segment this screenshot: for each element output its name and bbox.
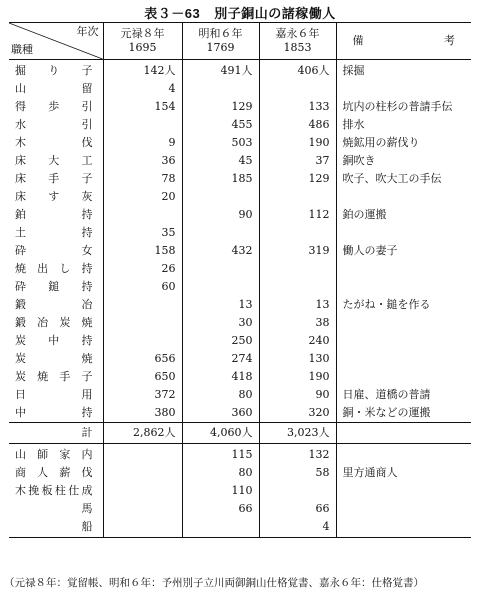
table-row bbox=[9, 404, 471, 423]
workers-table bbox=[9, 22, 471, 538]
count-1853-cell: 38 bbox=[259, 314, 336, 332]
table-number: 表３－63 bbox=[144, 6, 201, 21]
count-1769-cell: 503 bbox=[182, 134, 259, 152]
job-cell: 炭中持 bbox=[15, 334, 93, 347]
table-row bbox=[9, 116, 471, 134]
table-row bbox=[9, 224, 471, 242]
count-1853-cell: 13 bbox=[259, 296, 336, 314]
count-1853-cell: 486 bbox=[259, 116, 336, 134]
note-cell bbox=[336, 423, 471, 444]
count-1769-cell bbox=[182, 188, 259, 206]
count-1853-cell: 112 bbox=[259, 206, 336, 224]
job-cell: 水引 bbox=[15, 118, 93, 131]
count-1695-cell: 78 bbox=[103, 170, 182, 188]
count-1769-cell: 80 bbox=[182, 386, 259, 404]
table-row bbox=[9, 500, 471, 518]
count-1853-cell: 406人 bbox=[259, 60, 336, 81]
count-1695-cell: 656 bbox=[103, 350, 182, 368]
header-row bbox=[9, 23, 471, 60]
count-1853-cell: 240 bbox=[259, 332, 336, 350]
job-cell: 砕女 bbox=[15, 244, 93, 257]
table-row bbox=[9, 278, 471, 296]
column-header-1769: 明和６年 1769 bbox=[182, 23, 259, 60]
count-1695-cell: 26 bbox=[103, 260, 182, 278]
job-cell: 床大工 bbox=[15, 154, 93, 167]
job-cell: 床手子 bbox=[15, 172, 93, 185]
count-1853-cell: 129 bbox=[259, 170, 336, 188]
count-1769-cell bbox=[182, 278, 259, 296]
count-1695-cell bbox=[103, 332, 182, 350]
count-1853-cell bbox=[259, 482, 336, 500]
count-1853-cell: 3,023人 bbox=[259, 423, 336, 444]
table-row bbox=[9, 80, 471, 98]
count-1695-cell bbox=[103, 518, 182, 538]
count-1769-cell: 250 bbox=[182, 332, 259, 350]
count-1695-cell: 154 bbox=[103, 98, 182, 116]
job-cell: 中持 bbox=[15, 406, 93, 419]
count-1769-cell: 80 bbox=[182, 464, 259, 482]
job-cell: 焼出し持 bbox=[15, 262, 93, 275]
note-cell bbox=[336, 278, 471, 296]
count-1695-cell: 4 bbox=[103, 80, 182, 98]
count-1695-cell: 650 bbox=[103, 368, 182, 386]
count-1853-cell: 190 bbox=[259, 134, 336, 152]
note-cell bbox=[336, 368, 471, 386]
count-1853-cell: 66 bbox=[259, 500, 336, 518]
count-1695-cell bbox=[103, 482, 182, 500]
count-1769-cell bbox=[182, 518, 259, 538]
table-row bbox=[9, 332, 471, 350]
note-cell: 鉑の運搬 bbox=[336, 206, 471, 224]
table-row bbox=[9, 206, 471, 224]
job-cell: 炭焼手子 bbox=[15, 370, 93, 383]
note-cell: 吹子、吹大工の手伝 bbox=[336, 170, 471, 188]
count-1695-cell bbox=[103, 116, 182, 134]
note-cell bbox=[336, 500, 471, 518]
job-cell: 船 bbox=[9, 518, 103, 538]
note-cell bbox=[336, 518, 471, 538]
job-cell: 計 bbox=[9, 423, 103, 444]
count-1853-cell: 190 bbox=[259, 368, 336, 386]
note-cell bbox=[336, 350, 471, 368]
count-1769-cell: 432 bbox=[182, 242, 259, 260]
count-1769-cell: 491人 bbox=[182, 60, 259, 81]
column-header-1853: 嘉永６年 1853 bbox=[259, 23, 336, 60]
note-cell: 銅・米などの運搬 bbox=[336, 404, 471, 423]
count-1695-cell: 35 bbox=[103, 224, 182, 242]
count-1853-cell: 90 bbox=[259, 386, 336, 404]
count-1695-cell bbox=[103, 296, 182, 314]
note-cell bbox=[336, 188, 471, 206]
job-cell: 鉑持 bbox=[15, 208, 93, 221]
note-cell: 里方通商人 bbox=[336, 464, 471, 482]
count-1695-cell: 9 bbox=[103, 134, 182, 152]
table-row bbox=[9, 260, 471, 278]
job-cell: 掘り子 bbox=[15, 64, 93, 77]
note-cell bbox=[336, 224, 471, 242]
job-cell: 床す灰 bbox=[15, 190, 93, 203]
count-1769-cell: 30 bbox=[182, 314, 259, 332]
count-1769-cell: 4,060人 bbox=[182, 423, 259, 444]
count-1769-cell: 13 bbox=[182, 296, 259, 314]
job-cell: 木挽板柱仕成 bbox=[15, 484, 93, 497]
count-1853-cell: 320 bbox=[259, 404, 336, 423]
note-cell bbox=[336, 80, 471, 98]
note-cell: 坑内の柱杉の普請手伝 bbox=[336, 98, 471, 116]
count-1769-cell: 66 bbox=[182, 500, 259, 518]
job-cell: 日用 bbox=[15, 388, 93, 401]
count-1769-cell: 455 bbox=[182, 116, 259, 134]
count-1695-cell: 36 bbox=[103, 152, 182, 170]
count-1695-cell bbox=[103, 444, 182, 465]
count-1695-cell: 158 bbox=[103, 242, 182, 260]
note-cell bbox=[336, 314, 471, 332]
table-row bbox=[9, 444, 471, 465]
count-1853-cell bbox=[259, 80, 336, 98]
count-1853-cell: 319 bbox=[259, 242, 336, 260]
total-row bbox=[9, 423, 471, 444]
table-title bbox=[0, 3, 480, 22]
count-1695-cell: 142人 bbox=[103, 60, 182, 81]
job-cell: 炭焼 bbox=[15, 352, 93, 365]
table-row bbox=[9, 314, 471, 332]
count-1853-cell: 58 bbox=[259, 464, 336, 482]
table-row bbox=[9, 242, 471, 260]
job-cell: 木伐 bbox=[15, 136, 93, 149]
count-1695-cell bbox=[103, 206, 182, 224]
source-note: （元禄８年：覚留帳、明和６年：予州別子立川両御銅山仕格覚書、嘉永６年：仕格覚書） bbox=[4, 577, 424, 589]
count-1769-cell bbox=[182, 80, 259, 98]
column-header-1695: 元禄８年 1695 bbox=[103, 23, 182, 60]
count-1695-cell: 372 bbox=[103, 386, 182, 404]
count-1769-cell: 185 bbox=[182, 170, 259, 188]
count-1853-cell: 132 bbox=[259, 444, 336, 465]
count-1769-cell: 274 bbox=[182, 350, 259, 368]
table-row bbox=[9, 98, 471, 116]
count-1853-cell: 133 bbox=[259, 98, 336, 116]
table-row bbox=[9, 60, 471, 81]
count-1853-cell: 130 bbox=[259, 350, 336, 368]
table-row bbox=[9, 134, 471, 152]
table-row bbox=[9, 386, 471, 404]
note-cell: 採掘 bbox=[336, 60, 471, 81]
count-1695-cell: 2,862人 bbox=[103, 423, 182, 444]
count-1853-cell: 37 bbox=[259, 152, 336, 170]
table-row bbox=[9, 350, 471, 368]
job-cell: 馬 bbox=[81, 502, 93, 515]
note-cell: 日雇、道橋の普請 bbox=[336, 386, 471, 404]
count-1853-cell bbox=[259, 188, 336, 206]
count-1769-cell: 110 bbox=[182, 482, 259, 500]
count-1769-cell bbox=[182, 260, 259, 278]
count-1695-cell bbox=[103, 314, 182, 332]
table-caption: 別子銅山の諸稼働人 bbox=[214, 7, 336, 22]
job-axis-label: 職種 bbox=[11, 43, 33, 56]
note-cell bbox=[336, 260, 471, 278]
table-row bbox=[9, 368, 471, 386]
note-cell: 働人の妻子 bbox=[336, 242, 471, 260]
note-cell: 排水 bbox=[336, 116, 471, 134]
note-cell: 焼鉱用の薪伐り bbox=[336, 134, 471, 152]
job-cell: 鍛冶炭焼 bbox=[15, 316, 93, 329]
count-1769-cell: 90 bbox=[182, 206, 259, 224]
table-row bbox=[9, 170, 471, 188]
job-cell: 山留 bbox=[15, 82, 93, 95]
count-1695-cell bbox=[103, 500, 182, 518]
table-row bbox=[9, 296, 471, 314]
job-cell: 砕鎚持 bbox=[15, 280, 93, 293]
note-cell: 銅吹き bbox=[336, 152, 471, 170]
note-cell bbox=[336, 482, 471, 500]
count-1695-cell bbox=[103, 464, 182, 482]
count-1853-cell bbox=[259, 278, 336, 296]
count-1695-cell: 380 bbox=[103, 404, 182, 423]
table-row bbox=[9, 152, 471, 170]
count-1769-cell: 129 bbox=[182, 98, 259, 116]
note-cell bbox=[336, 332, 471, 350]
count-1853-cell bbox=[259, 224, 336, 242]
year-axis-label: 年次 bbox=[76, 25, 99, 38]
count-1769-cell: 418 bbox=[182, 368, 259, 386]
count-1853-cell bbox=[259, 260, 336, 278]
table-row bbox=[9, 188, 471, 206]
table-row bbox=[9, 518, 471, 538]
count-1769-cell: 115 bbox=[182, 444, 259, 465]
job-cell: 鍛冶 bbox=[15, 298, 93, 311]
count-1769-cell: 360 bbox=[182, 404, 259, 423]
corner-header bbox=[9, 23, 103, 60]
job-cell: 土持 bbox=[15, 226, 93, 239]
job-cell: 得歩引 bbox=[15, 100, 93, 113]
column-header-notes: 備 考 bbox=[336, 23, 471, 60]
job-cell: 商人薪伐 bbox=[15, 466, 93, 479]
count-1853-cell: 4 bbox=[259, 518, 336, 538]
job-cell: 山師家内 bbox=[15, 448, 93, 461]
count-1695-cell: 60 bbox=[103, 278, 182, 296]
note-cell bbox=[336, 444, 471, 465]
table-row bbox=[9, 464, 471, 482]
table-row bbox=[9, 482, 471, 500]
count-1769-cell: 45 bbox=[182, 152, 259, 170]
note-cell: たがね・鎚を作る bbox=[336, 296, 471, 314]
count-1695-cell: 20 bbox=[103, 188, 182, 206]
count-1769-cell bbox=[182, 224, 259, 242]
